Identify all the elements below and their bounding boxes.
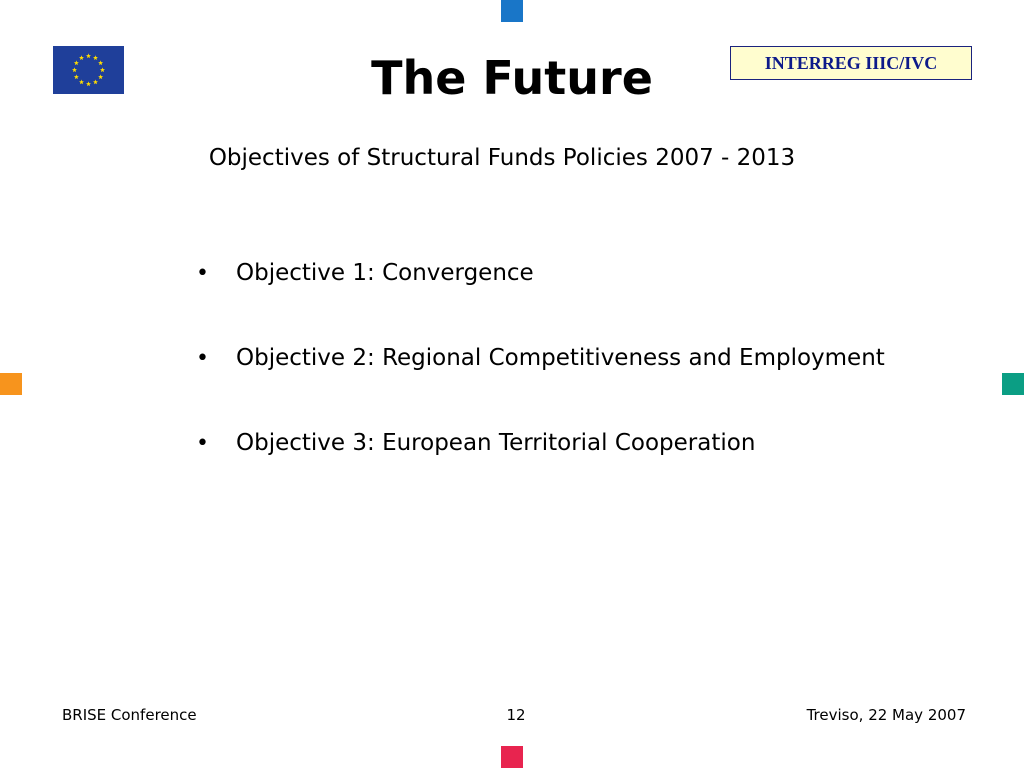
bullet-icon: • — [196, 431, 209, 456]
bullet-icon: • — [196, 261, 209, 286]
list-item — [196, 341, 885, 426]
bullet-icon: • — [196, 346, 209, 371]
footer-left: BRISE Conference — [62, 706, 197, 724]
objectives-list — [196, 256, 885, 511]
list-item — [196, 256, 885, 341]
program-badge: INTERREG IIIC/IVC — [730, 46, 972, 80]
objective-text: Objective 1: Convergence — [236, 260, 534, 286]
objective-text: Objective 2: Regional Competitiveness and Employment — [236, 345, 885, 371]
left-color-marker — [0, 373, 22, 395]
bottom-color-marker — [501, 746, 523, 768]
page-number: 12 — [506, 706, 526, 724]
top-color-marker — [501, 0, 523, 22]
page-title: The Future — [371, 51, 653, 105]
footer-right: Treviso, 22 May 2007 — [806, 706, 966, 724]
subtitle: Objectives of Structural Funds Policies 2007 - 2013 — [208, 145, 796, 171]
right-color-marker — [1002, 373, 1024, 395]
list-item — [196, 426, 885, 511]
objective-text: Objective 3: European Territorial Cooperation — [236, 430, 756, 456]
